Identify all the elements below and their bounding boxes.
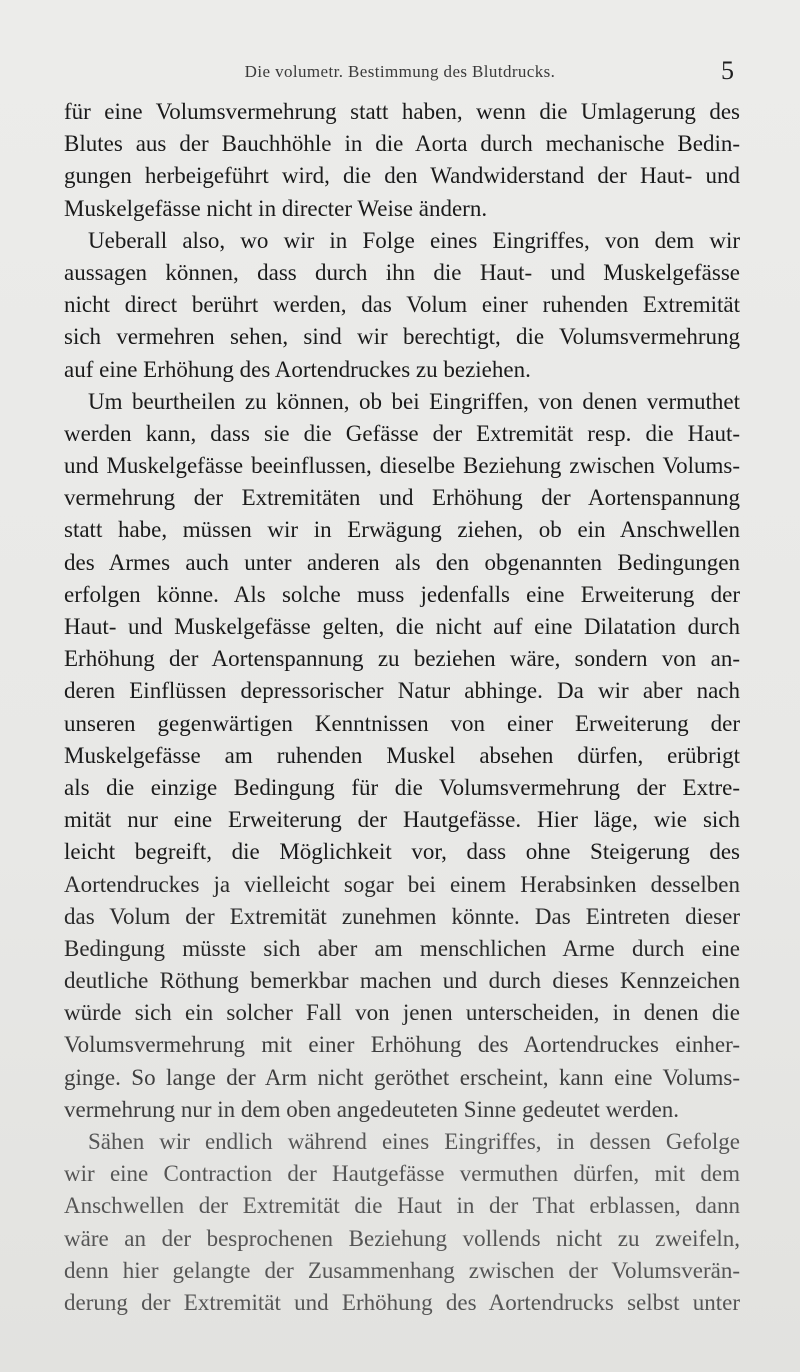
text-line: Um beurtheilen zu können, ob bei Eingriffen, von denen vermuthet [88,388,740,414]
text-line: Haut- und Muskelgefässe gelten, die nicht auf eine Dilatation durch [64,614,740,639]
text-line: vermehrung der Extremitäten und Erhöhung der Aortenspannung [64,485,740,511]
text-line: für eine Volumsvermehrung statt haben, wenn die Umlagerung des [64,99,740,124]
text-line: wäre an der besprochenen Beziehung vollends nicht zu zweifeln, [64,1225,740,1251]
text-line: wir eine Contraction der Hautgefässe vermuthen dürfen, mit dem [64,1161,740,1187]
text-line: Volumsvermehrung mit einer Erhöhung des Aortendruckes einher- [64,1032,740,1058]
text-line: und Muskelgefässe beeinflussen, dieselbe Beziehung zwischen Volums- [64,453,740,479]
text-line: nicht direct berührt werden, das Volum einer ruhenden Extremität [64,292,740,318]
text-line: derung der Extremität und Erhöhung des Aortendrucks selbst unter [64,1289,740,1315]
text-line: des Armes auch unter anderen als den obgenannten Bedingungen [64,549,740,575]
text-line: als die einzige Bedingung für die Volumsvermehrung der Extre- [64,774,740,800]
text-line: auf eine Erhöhung des Aortendruckes zu beziehen. [64,356,531,382]
text-line: sich vermehren sehen, sind wir berechtigt, die Volumsvermehrung [64,324,740,350]
text-line: aussagen können, dass durch ihn die Haut- und Muskelgefässe [64,259,740,285]
text-line: Ueberall also, wo wir in Folge eines Eingriffes, von dem wir [88,227,740,253]
text-line: ginge. So lange der Arm nicht geröthet erscheint, kann eine Volums- [64,1064,740,1090]
running-title: Die volumetr. Bestimmung des Blutdrucks. [244,62,556,81]
text-line: deutliche Röthung bemerkbar machen und durch dieses Kennzeichen [64,968,740,994]
text-line: statt habe, müssen wir in Erwägung ziehen, ob ein Anschwellen [64,517,740,543]
running-head [0,58,800,88]
text-line: erfolgen könne. Als solche muss jedenfalls eine Erweiterung der [64,581,740,607]
text-line: gungen herbeigeführt wird, die den Wandwiderstand der Haut- und [64,163,740,189]
text-line: würde sich ein solcher Fall von jenen unterscheiden, in denen die [64,1000,740,1026]
page-number: 5 [721,56,734,85]
text-line: Erhöhung der Aortenspannung zu beziehen wäre, sondern von an- [64,646,740,672]
text-line: Sähen wir endlich während eines Eingriffes, in dessen Gefolge [88,1129,740,1154]
text-line: unseren gegenwärtigen Kenntnissen von einer Erweiterung der [64,710,740,736]
text-line: Aortendruckes ja vielleicht sogar bei einem Herabsinken desselben [64,871,740,897]
text-line: vermehrung nur in dem oben angedeuteten Sinne gedeutet werden. [64,1096,680,1122]
text-line: mität nur eine Erweiterung der Hautgefässe. Hier läge, wie sich [64,807,740,833]
text-line: werden kann, dass sie die Gefässe der Extremität resp. die Haut- [64,420,740,446]
text-line: leicht begreift, die Möglichkeit vor, dass ohne Steigerung des [64,839,740,865]
text-line: Bedingung müsste sich aber am menschlichen Arme durch eine [64,935,740,961]
body-text [64,96,740,1319]
text-line: Blutes aus der Bauchhöhle in die Aorta durch mechanische Bedin- [64,131,740,157]
text-line: Anschwellen der Extremität die Haut in der That erblassen, dann [64,1193,740,1219]
text-line: denn hier gelangte der Zusammenhang zwischen der Volumsverän- [64,1257,740,1283]
text-line: deren Einflüssen depressorischer Natur abhinge. Da wir aber nach [64,678,740,704]
text-line: Muskelgefässe nicht in directer Weise ändern. [64,195,488,221]
text-line: Muskelgefässe am ruhenden Muskel absehen dürfen, erübrigt [64,742,740,768]
text-line: das Volum der Extremität zunehmen könnte. Das Eintreten dieser [64,903,740,929]
